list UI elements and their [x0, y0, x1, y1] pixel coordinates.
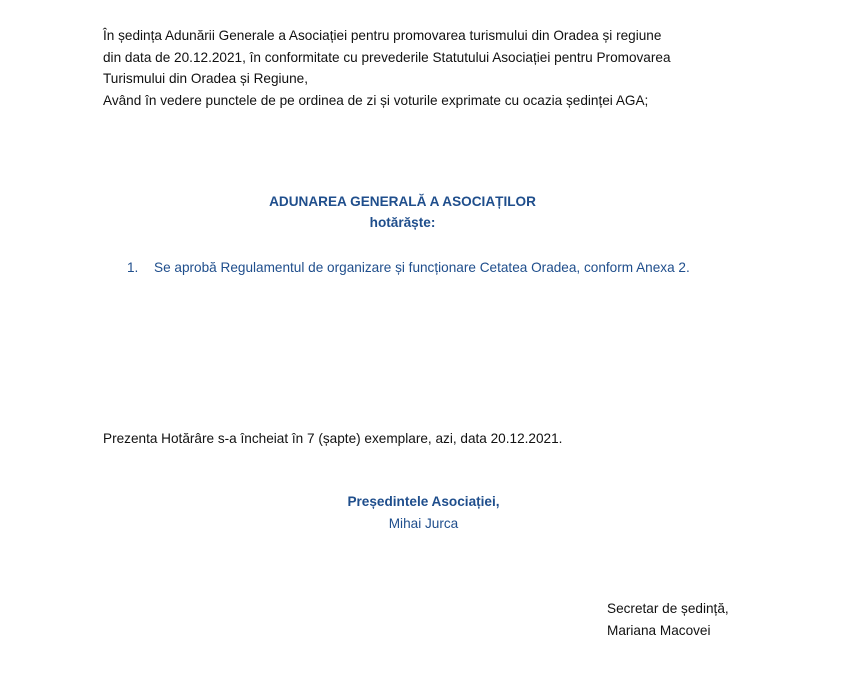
decision-heading: ADUNAREA GENERALĂ A ASOCIAȚILOR	[269, 194, 536, 209]
intro-line: În ședința Adunării Generale a Asociației pentru promovarea turismului din Oradea și regiune	[103, 28, 662, 43]
intro-line: Turismului din Oradea și Regiune,	[103, 71, 309, 86]
president-title: Președintele Asociației,	[347, 494, 500, 509]
closing-statement: Prezenta Hotărâre s-a încheiat în 7 (șapte) exemplare, azi, data 20.12.2021.	[103, 431, 563, 446]
intro-line: din data de 20.12.2021, în conformitate cu prevederile Statutului Asociației pentru Promovarea	[103, 49, 671, 65]
secretary-name: Mariana Macovei	[607, 623, 711, 638]
decision-item	[127, 257, 749, 279]
secretary-title: Secretar de ședință,	[607, 601, 729, 616]
secretary-block	[607, 598, 729, 642]
decision-item-text: Se aprobă Regulamentul de organizare și funcționare Cetatea Oradea, conform Anexa 2.	[154, 260, 690, 275]
decision-subheading: hotărăște:	[369, 215, 436, 230]
intro-paragraph	[103, 25, 763, 111]
president-name: Mihai Jurca	[388, 516, 459, 531]
decision-item-number: 1.	[127, 260, 139, 275]
intro-line: Având în vedere punctele de pe ordinea de zi și voturile exprimate cu ocazia ședinței AGA;	[103, 92, 649, 108]
